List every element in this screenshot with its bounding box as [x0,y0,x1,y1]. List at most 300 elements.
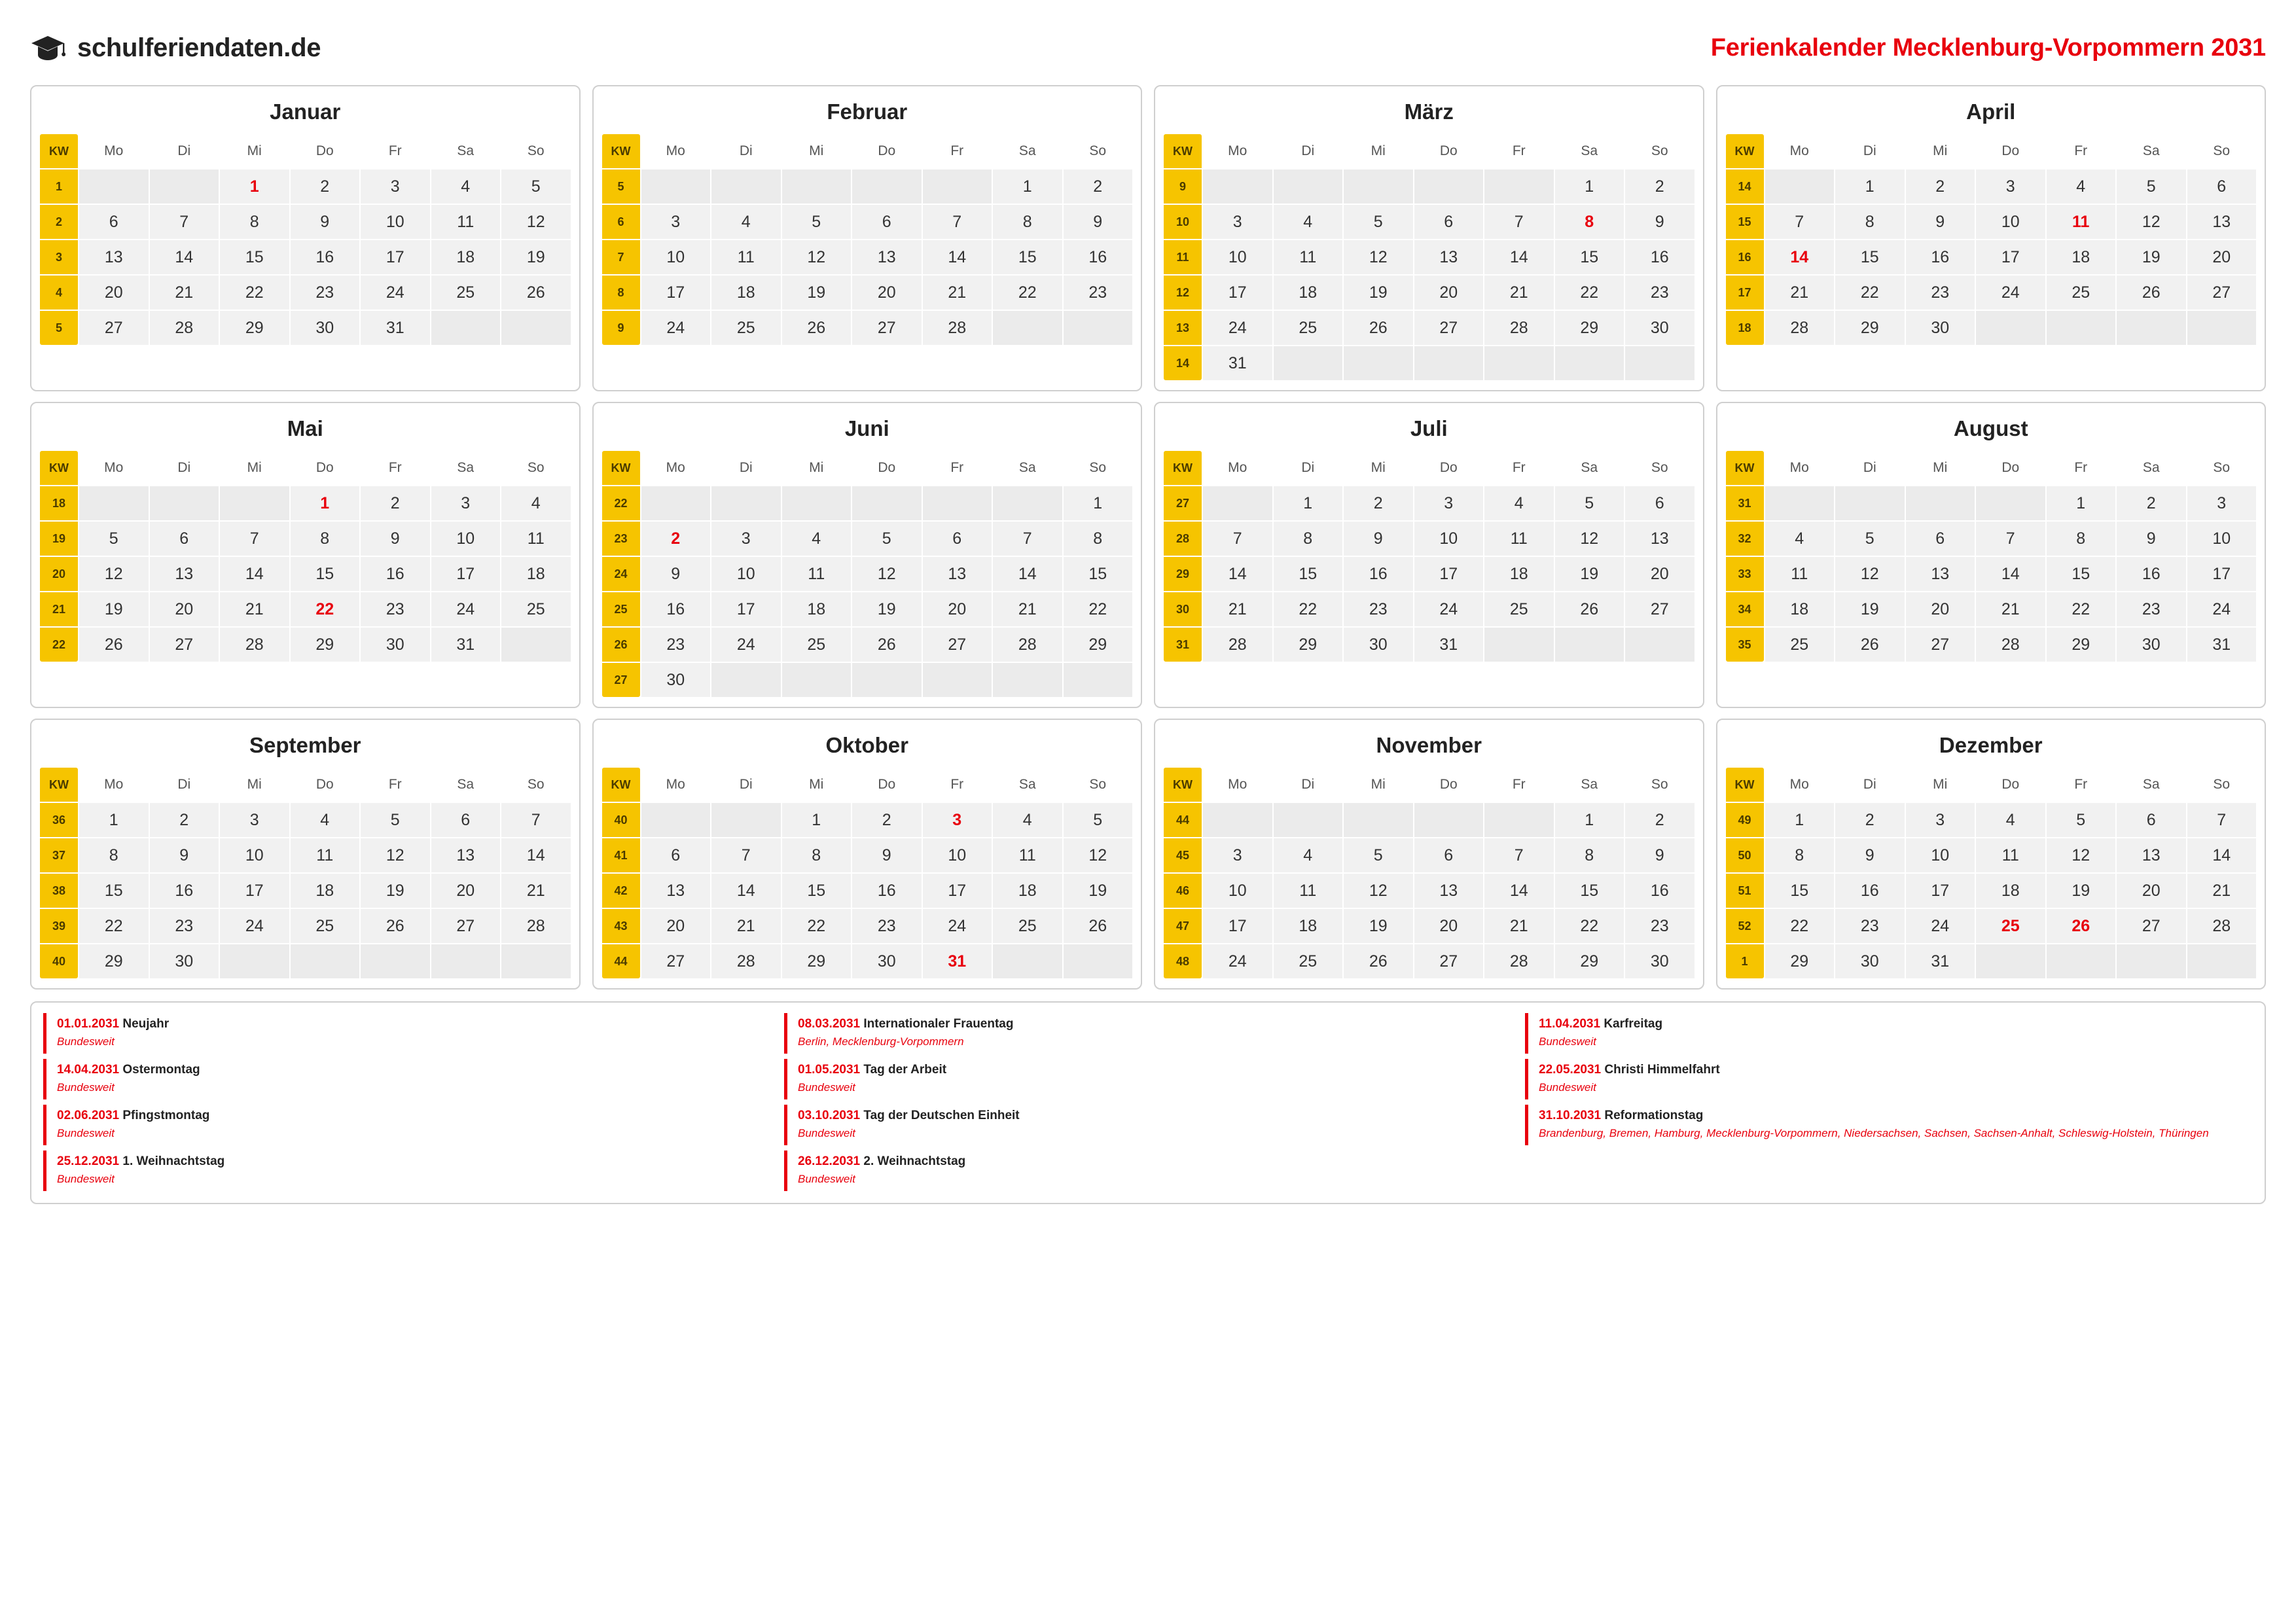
day-cell[interactable]: 26 [781,310,852,346]
day-cell[interactable]: 25 [1765,627,1835,662]
day-cell[interactable]: 3 [1905,802,1976,838]
day-cell[interactable]: 14 [2187,838,2257,873]
day-cell[interactable]: 15 [219,240,290,275]
day-cell[interactable]: 19 [781,275,852,310]
day-cell[interactable]: 16 [1835,873,1905,908]
day-cell[interactable]: 15 [2046,556,2117,592]
day-cell[interactable]: 1 [1554,169,1625,204]
day-cell[interactable]: 26 [501,275,571,310]
day-cell[interactable]: 26 [2116,275,2187,310]
day-cell[interactable]: 29 [1835,310,1905,346]
day-cell[interactable]: 26 [852,627,922,662]
day-cell[interactable]: 12 [1554,521,1625,556]
day-cell[interactable]: 27 [1905,627,1976,662]
day-cell[interactable]: 5 [1343,204,1414,240]
day-cell[interactable]: 5 [852,521,922,556]
day-cell[interactable]: 1 [992,169,1063,204]
day-cell[interactable]: 24 [431,592,501,627]
day-cell[interactable]: 17 [431,556,501,592]
day-cell[interactable]: 24 [360,275,431,310]
day-cell[interactable]: 9 [1343,521,1414,556]
day-cell[interactable]: 29 [1554,944,1625,979]
day-cell[interactable]: 24 [219,908,290,944]
day-cell[interactable]: 18 [781,592,852,627]
day-cell[interactable]: 1 [1063,486,1134,521]
day-cell[interactable]: 17 [1905,873,1976,908]
day-cell[interactable]: 16 [1063,240,1134,275]
day-cell[interactable]: 23 [641,627,711,662]
day-cell[interactable]: 7 [1765,204,1835,240]
day-cell[interactable]: 28 [219,627,290,662]
day-cell[interactable]: 24 [641,310,711,346]
day-cell[interactable]: 31 [1414,627,1484,662]
day-cell[interactable]: 25 [781,627,852,662]
day-cell[interactable]: 18 [501,556,571,592]
day-cell[interactable]: 2 [290,169,361,204]
day-cell[interactable]: 26 [360,908,431,944]
day-cell[interactable]: 10 [641,240,711,275]
day-cell[interactable]: 30 [1343,627,1414,662]
day-cell[interactable]: 7 [1484,204,1554,240]
day-cell[interactable]: 25 [431,275,501,310]
day-cell[interactable]: 9 [1905,204,1976,240]
day-cell[interactable]: 19 [1554,556,1625,592]
day-cell[interactable]: 16 [1624,873,1695,908]
day-cell[interactable]: 26 [1835,627,1905,662]
day-cell[interactable]: 24 [2187,592,2257,627]
day-cell[interactable]: 16 [1343,556,1414,592]
day-cell[interactable]: 6 [1414,204,1484,240]
day-cell[interactable]: 17 [1414,556,1484,592]
day-cell[interactable]: 22 [1063,592,1134,627]
day-cell[interactable]: 3 [431,486,501,521]
day-cell[interactable]: 5 [781,204,852,240]
day-cell[interactable]: 10 [1975,204,2046,240]
day-cell[interactable]: 6 [641,838,711,873]
day-cell[interactable]: 28 [2187,908,2257,944]
day-cell[interactable]: 7 [2187,802,2257,838]
day-cell[interactable]: 31 [1202,346,1273,381]
day-cell[interactable]: 3 [360,169,431,204]
day-cell[interactable]: 14 [922,240,993,275]
day-cell[interactable]: 23 [1905,275,1976,310]
day-cell[interactable]: 16 [1905,240,1976,275]
day-cell[interactable]: 11 [711,240,781,275]
day-cell[interactable]: 17 [711,592,781,627]
day-cell[interactable]: 14 [711,873,781,908]
day-cell[interactable]: 15 [992,240,1063,275]
day-cell[interactable]: 25 [2046,275,2117,310]
day-cell[interactable]: 25 [501,592,571,627]
day-cell[interactable]: 16 [1624,240,1695,275]
day-cell[interactable]: 21 [149,275,220,310]
day-cell[interactable]: 11 [501,521,571,556]
day-cell[interactable]: 27 [431,908,501,944]
day-cell[interactable]: 27 [1414,310,1484,346]
day-cell[interactable]: 6 [431,802,501,838]
day-cell[interactable]: 27 [1624,592,1695,627]
day-cell[interactable]: 1 [219,169,290,204]
day-cell[interactable]: 4 [992,802,1063,838]
day-cell[interactable]: 17 [219,873,290,908]
day-cell[interactable]: 13 [922,556,993,592]
day-cell[interactable]: 20 [1905,592,1976,627]
day-cell[interactable]: 23 [149,908,220,944]
day-cell[interactable]: 19 [1343,908,1414,944]
day-cell[interactable]: 1 [781,802,852,838]
day-cell[interactable]: 25 [1273,944,1344,979]
day-cell[interactable]: 4 [1484,486,1554,521]
day-cell[interactable]: 9 [1624,204,1695,240]
day-cell[interactable]: 8 [79,838,149,873]
day-cell[interactable]: 5 [2046,802,2117,838]
day-cell[interactable]: 4 [290,802,361,838]
day-cell[interactable]: 5 [1554,486,1625,521]
day-cell[interactable]: 20 [2116,873,2187,908]
day-cell[interactable]: 4 [1975,802,2046,838]
day-cell[interactable]: 9 [360,521,431,556]
day-cell[interactable]: 18 [431,240,501,275]
day-cell[interactable]: 1 [1835,169,1905,204]
day-cell[interactable]: 10 [219,838,290,873]
day-cell[interactable]: 16 [290,240,361,275]
day-cell[interactable]: 29 [1273,627,1344,662]
day-cell[interactable]: 18 [1273,908,1344,944]
day-cell[interactable]: 11 [290,838,361,873]
day-cell[interactable]: 24 [1905,908,1976,944]
day-cell[interactable]: 21 [922,275,993,310]
day-cell[interactable]: 19 [501,240,571,275]
day-cell[interactable]: 11 [431,204,501,240]
day-cell[interactable]: 25 [992,908,1063,944]
day-cell[interactable]: 7 [992,521,1063,556]
day-cell[interactable]: 4 [501,486,571,521]
day-cell[interactable]: 19 [1063,873,1134,908]
day-cell[interactable]: 26 [2046,908,2117,944]
day-cell[interactable]: 3 [1202,204,1273,240]
day-cell[interactable]: 20 [1414,908,1484,944]
day-cell[interactable]: 9 [852,838,922,873]
day-cell[interactable]: 10 [711,556,781,592]
day-cell[interactable]: 15 [781,873,852,908]
day-cell[interactable]: 1 [1273,486,1344,521]
day-cell[interactable]: 3 [1975,169,2046,204]
day-cell[interactable]: 17 [641,275,711,310]
day-cell[interactable]: 21 [1202,592,1273,627]
day-cell[interactable]: 27 [149,627,220,662]
day-cell[interactable]: 6 [2116,802,2187,838]
day-cell[interactable]: 14 [1202,556,1273,592]
day-cell[interactable]: 2 [852,802,922,838]
day-cell[interactable]: 26 [1343,310,1414,346]
day-cell[interactable]: 14 [1975,556,2046,592]
day-cell[interactable]: 23 [290,275,361,310]
day-cell[interactable]: 3 [922,802,993,838]
day-cell[interactable]: 29 [2046,627,2117,662]
day-cell[interactable]: 10 [2187,521,2257,556]
day-cell[interactable]: 9 [1624,838,1695,873]
day-cell[interactable]: 20 [1624,556,1695,592]
day-cell[interactable]: 20 [641,908,711,944]
day-cell[interactable]: 9 [2116,521,2187,556]
day-cell[interactable]: 11 [1273,240,1344,275]
day-cell[interactable]: 18 [1975,873,2046,908]
brand[interactable] [30,33,321,63]
day-cell[interactable]: 9 [149,838,220,873]
day-cell[interactable]: 15 [1554,873,1625,908]
day-cell[interactable]: 13 [79,240,149,275]
day-cell[interactable]: 29 [1765,944,1835,979]
day-cell[interactable]: 26 [1063,908,1134,944]
day-cell[interactable]: 11 [1765,556,1835,592]
day-cell[interactable]: 2 [1063,169,1134,204]
day-cell[interactable]: 30 [1624,310,1695,346]
day-cell[interactable]: 22 [219,275,290,310]
day-cell[interactable]: 1 [1554,802,1625,838]
day-cell[interactable]: 31 [431,627,501,662]
day-cell[interactable]: 8 [1835,204,1905,240]
day-cell[interactable]: 15 [1765,873,1835,908]
day-cell[interactable]: 18 [711,275,781,310]
day-cell[interactable]: 19 [2046,873,2117,908]
day-cell[interactable]: 27 [1414,944,1484,979]
day-cell[interactable]: 11 [1273,873,1344,908]
day-cell[interactable]: 11 [992,838,1063,873]
day-cell[interactable]: 21 [992,592,1063,627]
day-cell[interactable]: 26 [1554,592,1625,627]
day-cell[interactable]: 15 [1273,556,1344,592]
day-cell[interactable]: 3 [2187,486,2257,521]
day-cell[interactable]: 22 [2046,592,2117,627]
day-cell[interactable]: 6 [149,521,220,556]
day-cell[interactable]: 28 [1975,627,2046,662]
day-cell[interactable]: 28 [1484,944,1554,979]
day-cell[interactable]: 18 [1484,556,1554,592]
day-cell[interactable]: 16 [2116,556,2187,592]
day-cell[interactable]: 24 [1202,944,1273,979]
day-cell[interactable]: 5 [2116,169,2187,204]
day-cell[interactable]: 4 [2046,169,2117,204]
day-cell[interactable]: 8 [2046,521,2117,556]
day-cell[interactable]: 7 [501,802,571,838]
day-cell[interactable]: 4 [781,521,852,556]
day-cell[interactable]: 30 [1835,944,1905,979]
day-cell[interactable]: 14 [149,240,220,275]
day-cell[interactable]: 13 [641,873,711,908]
day-cell[interactable]: 16 [360,556,431,592]
day-cell[interactable]: 15 [79,873,149,908]
day-cell[interactable]: 10 [1905,838,1976,873]
day-cell[interactable]: 13 [1414,873,1484,908]
day-cell[interactable]: 28 [711,944,781,979]
day-cell[interactable]: 24 [711,627,781,662]
day-cell[interactable]: 23 [852,908,922,944]
day-cell[interactable]: 18 [2046,240,2117,275]
day-cell[interactable]: 14 [219,556,290,592]
day-cell[interactable]: 11 [2046,204,2117,240]
day-cell[interactable]: 18 [290,873,361,908]
day-cell[interactable]: 29 [781,944,852,979]
day-cell[interactable]: 31 [360,310,431,346]
day-cell[interactable]: 4 [711,204,781,240]
day-cell[interactable]: 28 [922,310,993,346]
day-cell[interactable]: 22 [290,592,361,627]
day-cell[interactable]: 10 [1414,521,1484,556]
day-cell[interactable]: 29 [1063,627,1134,662]
day-cell[interactable]: 29 [290,627,361,662]
day-cell[interactable]: 30 [852,944,922,979]
day-cell[interactable]: 8 [1273,521,1344,556]
day-cell[interactable]: 20 [79,275,149,310]
day-cell[interactable]: 21 [219,592,290,627]
day-cell[interactable]: 17 [922,873,993,908]
day-cell[interactable]: 15 [290,556,361,592]
day-cell[interactable]: 20 [431,873,501,908]
day-cell[interactable]: 12 [1343,873,1414,908]
day-cell[interactable]: 19 [2116,240,2187,275]
day-cell[interactable]: 7 [1975,521,2046,556]
day-cell[interactable]: 15 [1835,240,1905,275]
day-cell[interactable]: 10 [1202,873,1273,908]
day-cell[interactable]: 6 [1905,521,1976,556]
day-cell[interactable]: 20 [1414,275,1484,310]
day-cell[interactable]: 23 [1343,592,1414,627]
day-cell[interactable]: 30 [1624,944,1695,979]
day-cell[interactable]: 10 [360,204,431,240]
day-cell[interactable]: 7 [711,838,781,873]
day-cell[interactable]: 23 [1835,908,1905,944]
day-cell[interactable]: 8 [1063,521,1134,556]
day-cell[interactable]: 17 [360,240,431,275]
day-cell[interactable]: 2 [1343,486,1414,521]
day-cell[interactable]: 2 [149,802,220,838]
day-cell[interactable]: 13 [2187,204,2257,240]
day-cell[interactable]: 23 [1063,275,1134,310]
day-cell[interactable]: 3 [219,802,290,838]
day-cell[interactable]: 2 [1835,802,1905,838]
day-cell[interactable]: 23 [1624,275,1695,310]
day-cell[interactable]: 21 [1484,908,1554,944]
day-cell[interactable]: 12 [1835,556,1905,592]
day-cell[interactable]: 22 [1554,275,1625,310]
day-cell[interactable]: 6 [1624,486,1695,521]
day-cell[interactable]: 19 [360,873,431,908]
day-cell[interactable]: 20 [922,592,993,627]
day-cell[interactable]: 2 [641,521,711,556]
day-cell[interactable]: 21 [711,908,781,944]
day-cell[interactable]: 8 [992,204,1063,240]
day-cell[interactable]: 7 [922,204,993,240]
day-cell[interactable]: 28 [501,908,571,944]
day-cell[interactable]: 5 [79,521,149,556]
day-cell[interactable]: 3 [711,521,781,556]
day-cell[interactable]: 10 [431,521,501,556]
day-cell[interactable]: 2 [360,486,431,521]
day-cell[interactable]: 15 [1063,556,1134,592]
day-cell[interactable]: 11 [1975,838,2046,873]
day-cell[interactable]: 27 [641,944,711,979]
day-cell[interactable]: 31 [1905,944,1976,979]
day-cell[interactable]: 16 [149,873,220,908]
day-cell[interactable]: 13 [852,240,922,275]
day-cell[interactable]: 13 [1624,521,1695,556]
day-cell[interactable]: 19 [79,592,149,627]
day-cell[interactable]: 30 [290,310,361,346]
day-cell[interactable]: 6 [2187,169,2257,204]
day-cell[interactable]: 24 [1414,592,1484,627]
day-cell[interactable]: 5 [1835,521,1905,556]
day-cell[interactable]: 3 [641,204,711,240]
day-cell[interactable]: 22 [781,908,852,944]
day-cell[interactable]: 16 [641,592,711,627]
day-cell[interactable]: 14 [992,556,1063,592]
day-cell[interactable]: 6 [852,204,922,240]
day-cell[interactable]: 5 [1063,802,1134,838]
day-cell[interactable]: 22 [79,908,149,944]
day-cell[interactable]: 12 [852,556,922,592]
day-cell[interactable]: 10 [922,838,993,873]
day-cell[interactable]: 22 [1273,592,1344,627]
day-cell[interactable]: 21 [1484,275,1554,310]
day-cell[interactable]: 18 [992,873,1063,908]
day-cell[interactable]: 8 [290,521,361,556]
day-cell[interactable]: 25 [1975,908,2046,944]
day-cell[interactable]: 12 [1063,838,1134,873]
day-cell[interactable]: 4 [1765,521,1835,556]
day-cell[interactable]: 12 [79,556,149,592]
day-cell[interactable]: 17 [1975,240,2046,275]
day-cell[interactable]: 27 [2116,908,2187,944]
day-cell[interactable]: 23 [2116,592,2187,627]
day-cell[interactable]: 22 [1554,908,1625,944]
day-cell[interactable]: 31 [922,944,993,979]
day-cell[interactable]: 25 [1273,310,1344,346]
day-cell[interactable]: 31 [2187,627,2257,662]
day-cell[interactable]: 18 [1765,592,1835,627]
day-cell[interactable]: 1 [2046,486,2117,521]
day-cell[interactable]: 2 [1624,802,1695,838]
day-cell[interactable]: 16 [852,873,922,908]
day-cell[interactable]: 27 [79,310,149,346]
day-cell[interactable]: 4 [1273,838,1344,873]
day-cell[interactable]: 13 [149,556,220,592]
day-cell[interactable]: 20 [2187,240,2257,275]
day-cell[interactable]: 22 [1765,908,1835,944]
day-cell[interactable]: 17 [2187,556,2257,592]
day-cell[interactable]: 21 [501,873,571,908]
day-cell[interactable]: 28 [1765,310,1835,346]
day-cell[interactable]: 14 [1765,240,1835,275]
day-cell[interactable]: 28 [149,310,220,346]
day-cell[interactable]: 27 [922,627,993,662]
day-cell[interactable]: 9 [290,204,361,240]
day-cell[interactable]: 3 [1414,486,1484,521]
day-cell[interactable]: 22 [992,275,1063,310]
day-cell[interactable]: 25 [711,310,781,346]
day-cell[interactable]: 28 [992,627,1063,662]
day-cell[interactable]: 21 [1765,275,1835,310]
day-cell[interactable]: 28 [1202,627,1273,662]
day-cell[interactable]: 27 [852,310,922,346]
day-cell[interactable]: 8 [219,204,290,240]
day-cell[interactable]: 9 [1835,838,1905,873]
day-cell[interactable]: 10 [1202,240,1273,275]
day-cell[interactable]: 13 [1414,240,1484,275]
day-cell[interactable]: 30 [1905,310,1976,346]
day-cell[interactable]: 12 [1343,240,1414,275]
day-cell[interactable]: 12 [781,240,852,275]
day-cell[interactable]: 17 [1202,908,1273,944]
